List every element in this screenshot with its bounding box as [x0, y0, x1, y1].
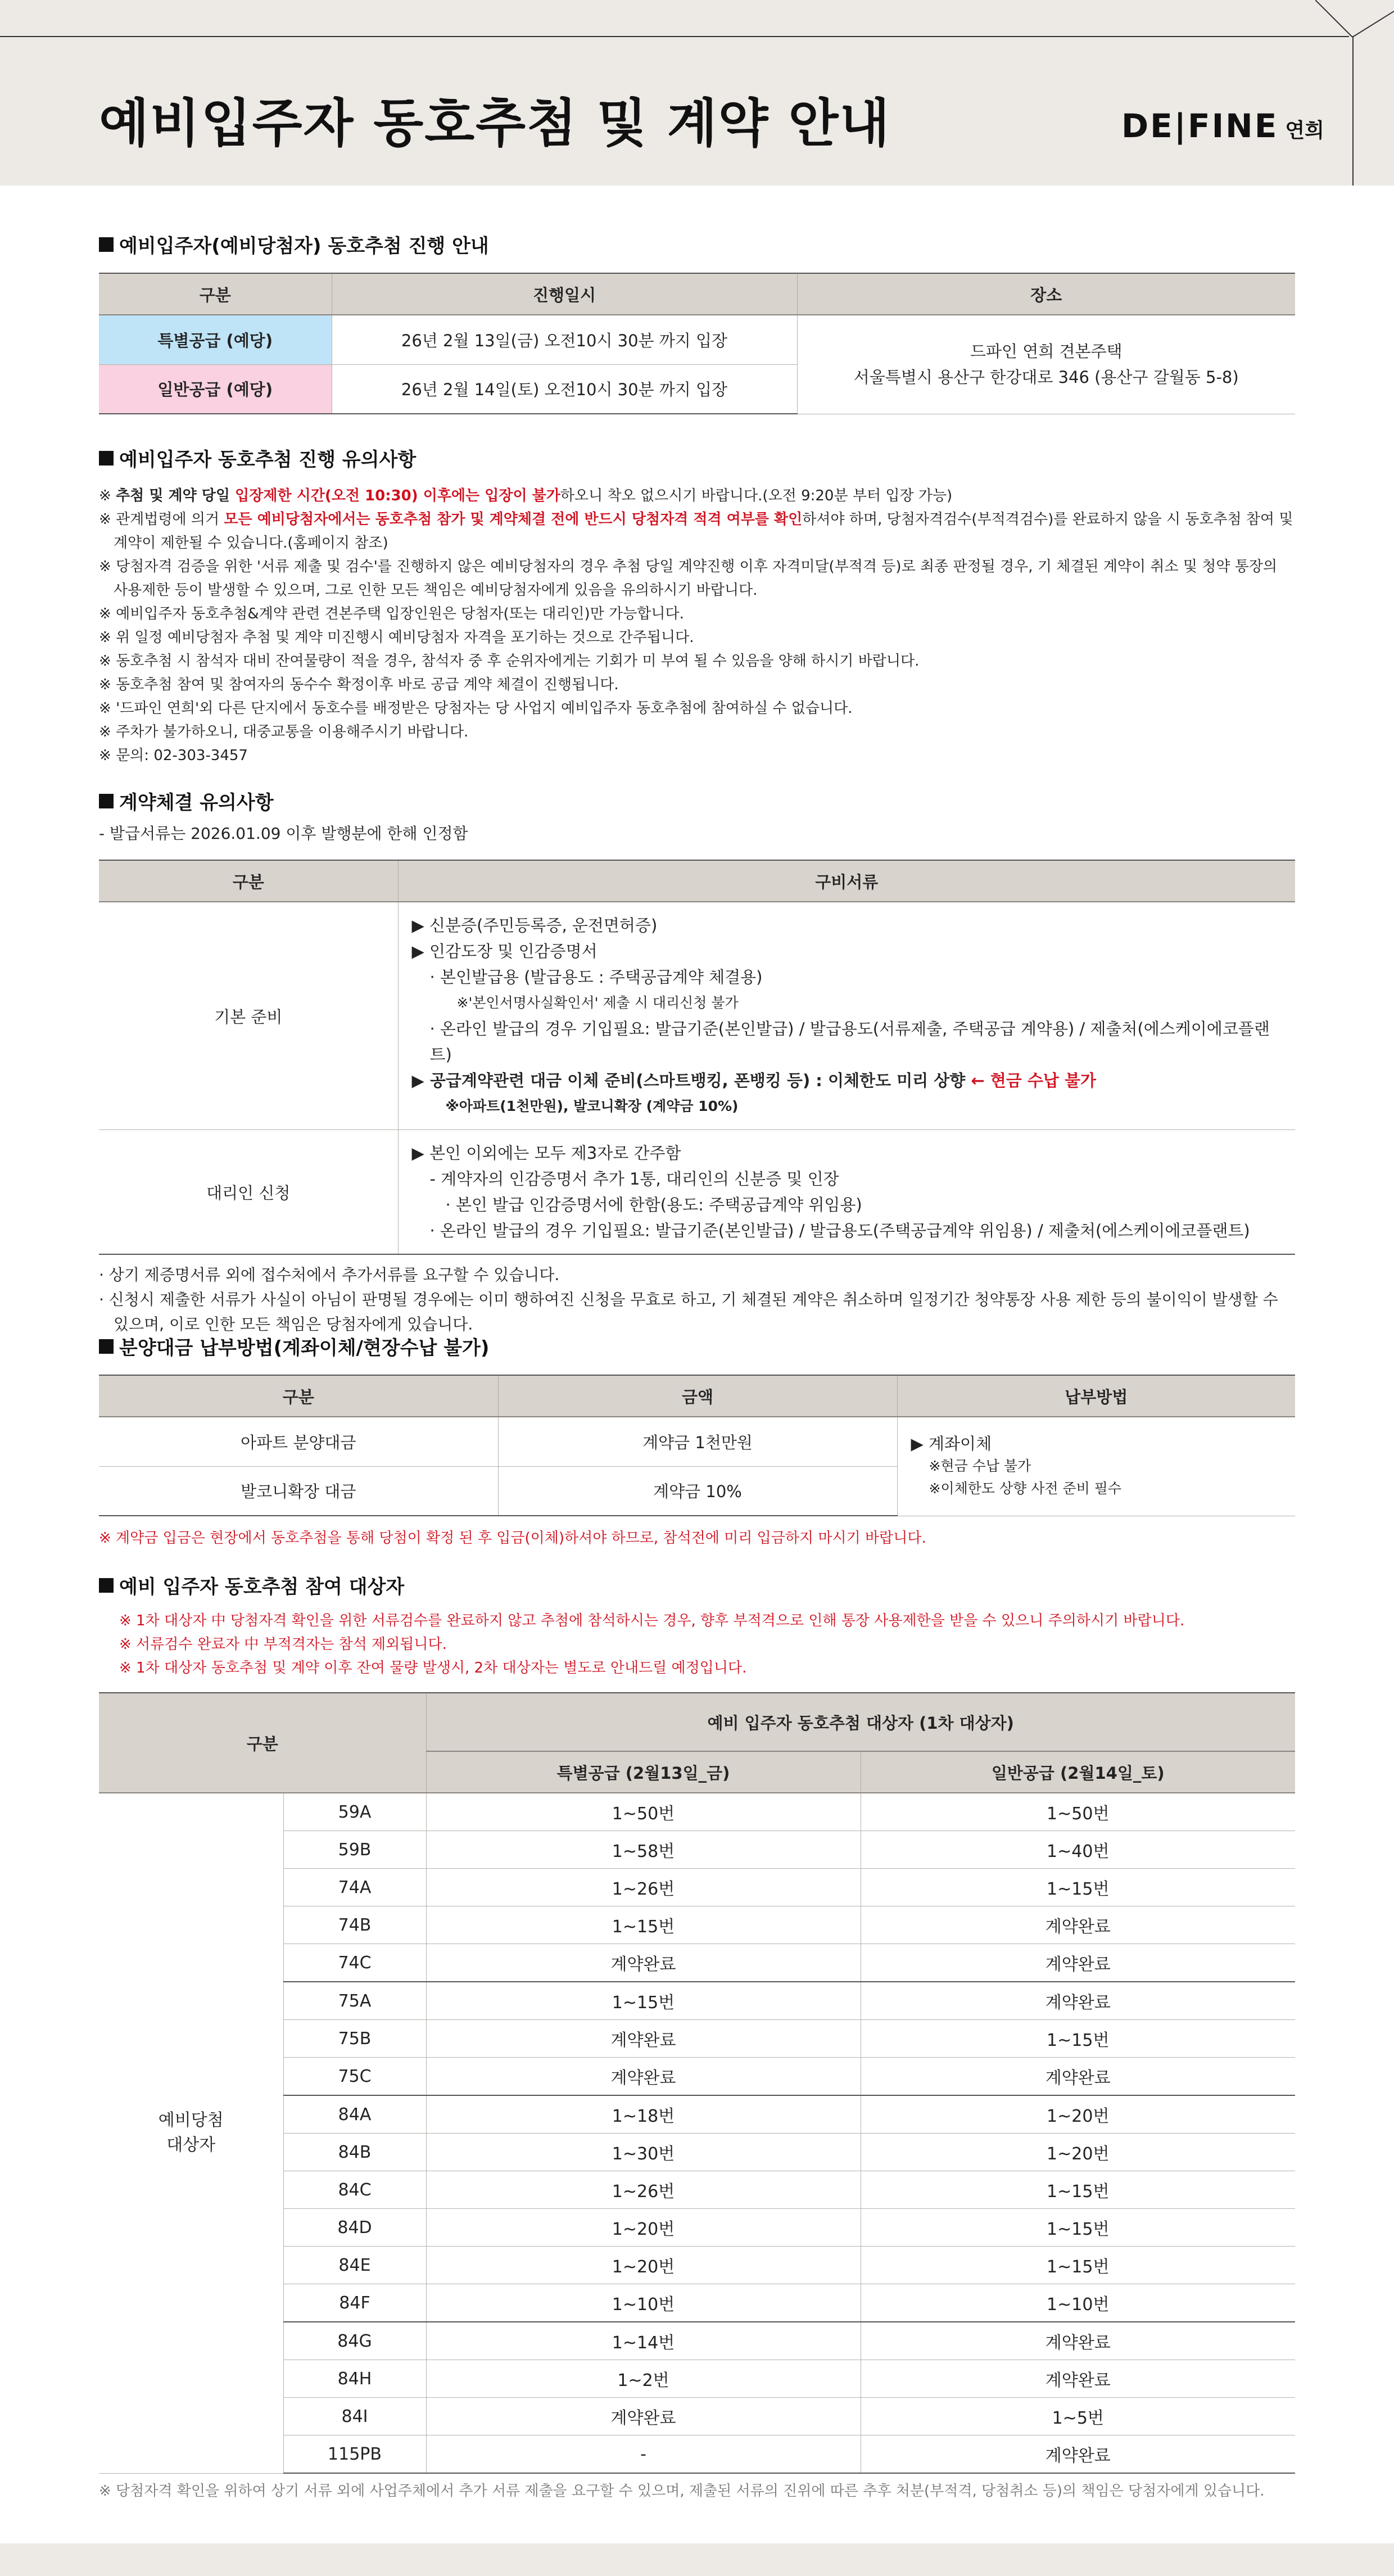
unit-type: 75B — [283, 2020, 426, 2058]
payment-section — [99, 1332, 1295, 1547]
unit-type: 84E — [283, 2247, 426, 2284]
special-supply-range: 1~15번 — [426, 1906, 861, 1944]
payment-section-title: 분양대금 납부방법(계좌이체/현장수납 불가) — [99, 1332, 1295, 1360]
list-item: ※ 1차 대상자 中 당첨자격 확인을 위한 서류검수를 완료하지 않고 추첨에 참석하시는 경우, 향후 부적격으로 인해 통장 사용제한을 받을 수 있으니 주의하시기 바랍니다. — [119, 1612, 1185, 1629]
unit-type: 59B — [283, 1831, 426, 1869]
special-supply-range: 1~26번 — [426, 1869, 861, 1906]
list-item: · 상기 제증명서류 외에 접수처에서 추가서류를 요구할 수 있습니다. — [99, 1266, 560, 1284]
unit-type: 75C — [283, 2058, 426, 2096]
special-supply-range: 계약완료 — [426, 2398, 861, 2435]
page-title: 예비입주자 동호추첨 및 계약 안내 — [99, 93, 891, 153]
unit-type: 84H — [283, 2360, 426, 2398]
schedule-table — [99, 273, 1295, 414]
list-item: ※ 당첨자격 검증을 위한 '서류 제출 및 검수'를 진행하지 않은 예비당첨자의 경우 추첨 당일 계약진행 이후 자격미달(부적격 등)로 최종 판정될 경우, 기 체결된 계약이 취소 및 청약 통장의 사용제한 등이 발생할 수 있으며, 그로 인한 모든 책임은 예비당첨자에게 있음을 유의하시기 바랍니다. — [99, 558, 1278, 599]
col-header: 특별공급 (2월13일_금) — [426, 1751, 861, 1793]
group-label: 예비당첨 대상자 — [99, 1793, 283, 2473]
unit-type: 84D — [283, 2209, 426, 2247]
header-vertical-line — [1352, 36, 1354, 186]
unit-type: 75A — [283, 1982, 426, 2020]
apartment-payment-label: 아파트 분양대금 — [99, 1417, 498, 1466]
special-supply-range: 1~20번 — [426, 2209, 861, 2247]
general-supply-range: 계약완료 — [861, 1982, 1295, 2020]
general-supply-range: 1~50번 — [861, 1793, 1295, 1831]
unit-type: 74A — [283, 1869, 426, 1906]
list-item: ※ 1차 대상자 동호추첨 및 계약 이후 잔여 물량 발생시, 2차 대상자는 별도로 안내드릴 예정입니다. — [119, 1660, 747, 1676]
documents-table — [99, 860, 1295, 1255]
list-item: ※ 서류검수 완료자 中 부적격자는 참석 제외됩니다. — [119, 1636, 447, 1653]
square-bullet-icon — [99, 1339, 114, 1354]
table-header-row — [99, 1693, 1295, 1751]
col-header: 구분 — [99, 1693, 426, 1793]
schedule-section — [99, 231, 1295, 414]
list-item: ※ 문의: 02-303-3457 — [99, 747, 248, 764]
footer-band — [0, 2543, 1394, 2576]
special-supply-range: 계약완료 — [426, 2020, 861, 2058]
general-supply-range: 1~20번 — [861, 2134, 1295, 2171]
contract-notes — [99, 1263, 1295, 1337]
unit-type: 84G — [283, 2322, 426, 2360]
special-supply-range: - — [426, 2435, 861, 2474]
list-item: ※ 예비입주자 동호추첨&계약 관련 견본주택 입장인원은 당첨자(또는 대리인)만 가능합니다. — [99, 605, 684, 622]
special-supply-range: 1~30번 — [426, 2134, 861, 2171]
special-supply-range: 1~15번 — [426, 1982, 861, 2020]
special-supply-range: 계약완료 — [426, 1944, 861, 1982]
unit-type: 115PB — [283, 2435, 426, 2474]
table-header-row — [99, 860, 1295, 902]
brand-name: DE|FINE — [1121, 107, 1279, 145]
header-band — [0, 0, 1394, 186]
brand-logo — [1121, 107, 1324, 145]
list-item: ※ '드파인 연희'외 다른 단지에서 동호수를 배정받은 당첨자는 당 사업지 예비입주자 동호추첨에 참여하실 수 없습니다. — [99, 700, 853, 717]
table-row — [99, 315, 1295, 364]
special-supply-range: 1~20번 — [426, 2247, 861, 2284]
general-supply-range: 1~10번 — [861, 2284, 1295, 2322]
balcony-payment-label: 발코니확장 대금 — [99, 1466, 498, 1516]
basic-prep-label: 기본 준비 — [99, 902, 398, 1130]
general-supply-range: 1~5번 — [861, 2398, 1295, 2435]
table-header-row — [99, 1375, 1295, 1417]
contract-section — [99, 787, 1295, 1337]
contract-section-title: 계약체결 유의사항 — [99, 787, 1295, 815]
allocation-warnings — [99, 1609, 1295, 1680]
basic-prep-docs: ▶ 신분증(주민등록증, 운전면허증) ▶ 인감도장 및 인감증명서 · 본인발급용 (발급용도 : 주택공급계약 체결용) ※'본인서명사실확인서' 제출 시 대리신청 불가 · 온라인 발급의 경우 기입필요: 발급기준(본인발급) / 발급용도(서류제출, 주택공급 계약용) / 제출처(에스케이에코플랜트) ▶ 공급계약관련 대금 이체 준비(스마트뱅킹, 폰뱅킹 등) : 이체한도 미리 상향 ← 현금 수납 불가 ※아파트(1천만원), 발코니확장 (계약금 10%) — [398, 902, 1295, 1130]
allocation-table — [99, 1692, 1295, 2474]
unit-type: 74C — [283, 1944, 426, 1982]
precautions-section — [99, 444, 1295, 767]
table-row — [99, 1130, 1295, 1255]
general-supply-range: 계약완료 — [861, 2435, 1295, 2474]
unit-type: 84I — [283, 2398, 426, 2435]
special-supply-range: 1~14번 — [426, 2322, 861, 2360]
col-header: 진행일시 — [332, 273, 797, 315]
venue-address: 서울특별시 용산구 한강대로 346 (용산구 갈월동 5-8) — [853, 368, 1239, 387]
allocation-body — [99, 1793, 1295, 2473]
col-header: 장소 — [797, 273, 1295, 315]
general-supply-datetime: 26년 2월 14일(토) 오전10시 30분 까지 입장 — [332, 364, 797, 414]
payment-note: ※ 계약금 입금은 현장에서 동호추첨을 통해 당첨이 확정 된 후 입금(이체)하셔야 하므로, 참석전에 미리 입금하지 마시기 바랍니다. — [99, 1530, 926, 1547]
list-item: ※ 추첨 및 계약 당일 입장제한 시간(오전 10:30) 이후에는 입장이 불가하오니 착오 없으시기 바랍니다.(오전 9:20분 부터 입장 가능) — [99, 487, 953, 504]
list-item: ※ 주차가 불가하오니, 대중교통을 이용해주시기 바랍니다. — [99, 724, 469, 740]
col-header: 구비서류 — [398, 860, 1295, 902]
general-supply-range: 1~40번 — [861, 1831, 1295, 1869]
venue-name: 드파인 연희 견본주택 — [970, 342, 1123, 361]
special-supply-range: 1~58번 — [426, 1831, 861, 1869]
general-supply-range: 계약완료 — [861, 2058, 1295, 2096]
special-supply-range: 1~10번 — [426, 2284, 861, 2322]
special-supply-range: 1~26번 — [426, 2171, 861, 2209]
square-bullet-icon — [99, 794, 114, 808]
precautions-list — [99, 484, 1295, 767]
general-supply-range: 1~15번 — [861, 2209, 1295, 2247]
venue-cell — [797, 315, 1295, 414]
square-bullet-icon — [99, 237, 114, 252]
footer-note: ※ 당첨자격 확인을 위하여 상기 서류 외에 사업주체에서 추가 서류 제출을 요구할 수 있으며, 제출된 서류의 진위에 따른 추후 처분(부적격, 당첨취소 등)의 책임은 당첨자에게 있습니다. — [99, 2483, 1265, 2500]
general-supply-range: 1~20번 — [861, 2095, 1295, 2134]
general-supply-range: 1~15번 — [861, 1869, 1295, 1906]
balcony-payment-amount: 계약금 10% — [498, 1466, 897, 1516]
special-supply-label: 특별공급 (예당) — [99, 315, 332, 364]
payment-table — [99, 1375, 1295, 1516]
unit-type: 84F — [283, 2284, 426, 2322]
corner-fold-icon — [1315, 0, 1394, 37]
allocation-section-title: 예비 입주자 동호추첨 참여 대상자 — [99, 1571, 1295, 1599]
special-supply-range: 1~50번 — [426, 1793, 861, 1831]
general-supply-range: 1~15번 — [861, 2171, 1295, 2209]
unit-type: 84A — [283, 2095, 426, 2134]
general-supply-range: 계약완료 — [861, 2360, 1295, 2398]
table-row — [99, 902, 1295, 1130]
proxy-docs: ▶ 본인 이외에는 모두 제3자로 간주함 - 계약자의 인감증명서 추가 1통, 대리인의 신분증 및 인장 · 본인 발급 인감증명서에 한함(용도: 주택공급계약 위임용) · 온라인 발급의 경우 기입필요: 발급기준(본인발급) / 발급용도(주택공급계약 위임용) / 제출처(에스케이에코플랜트) — [398, 1130, 1295, 1255]
schedule-section-title: 예비입주자(예비당첨자) 동호추첨 진행 안내 — [99, 231, 1295, 258]
unit-type: 84C — [283, 2171, 426, 2209]
precautions-section-title: 예비입주자 동호추첨 진행 유의사항 — [99, 444, 1295, 472]
proxy-label: 대리인 신청 — [99, 1130, 398, 1255]
general-supply-range: 계약완료 — [861, 1944, 1295, 1982]
list-item: · 신청시 제출한 서류가 사실이 아님이 판명될 경우에는 이미 행하여진 신청을 무효로 하고, 기 체결된 계약은 취소하며 일정기간 청약통장 사용 제한 등의 불이익이 발생할 수 있으며, 이로 인한 모든 책임은 당첨자에게 있습니다. — [99, 1290, 1278, 1334]
unit-type: 59A — [283, 1793, 426, 1831]
special-supply-range: 계약완료 — [426, 2058, 861, 2096]
list-item: ※ 동호추첨 시 참석자 대비 잔여물량이 적을 경우, 참석자 중 후 순위자에게는 기회가 미 부여 될 수 있음을 양해 하시기 바랍니다. — [99, 653, 920, 670]
col-header: 예비 입주자 동호추첨 대상자 (1차 대상자) — [426, 1693, 1295, 1751]
special-supply-range: 1~2번 — [426, 2360, 861, 2398]
general-supply-range: 계약완료 — [861, 2322, 1295, 2360]
allocation-section — [99, 1571, 1295, 2474]
list-item: ※ 동호추첨 참여 및 참여자의 동수수 확정이후 바로 공급 계약 체결이 진행됩니다. — [99, 676, 619, 693]
header-top-line — [0, 36, 1349, 37]
table-header-row — [99, 273, 1295, 315]
general-supply-range: 1~15번 — [861, 2020, 1295, 2058]
col-header: 구분 — [99, 1375, 498, 1417]
square-bullet-icon — [99, 451, 114, 466]
special-supply-datetime: 26년 2월 13일(금) 오전10시 30분 까지 입장 — [332, 315, 797, 364]
general-supply-label: 일반공급 (예당) — [99, 364, 332, 414]
special-supply-range: 1~18번 — [426, 2095, 861, 2134]
list-item: ※ 관계법령에 의거 모든 예비당첨자에서는 동호추첨 참가 및 계약체결 전에 반드시 당첨자격 적격 여부를 확인하셔야 하며, 당첨자격검수(부적격검수)를 완료하지 않을 시 동호추첨 참여 및 계약이 제한될 수 있습니다.(홈페이지 참조) — [99, 511, 1293, 552]
unit-type: 84B — [283, 2134, 426, 2171]
general-supply-range: 계약완료 — [861, 1906, 1295, 1944]
col-header: 금액 — [498, 1375, 897, 1417]
col-header: 구분 — [99, 273, 332, 315]
table-row — [99, 1417, 1295, 1466]
payment-method-cell: ▶ 계좌이체 ※현금 수납 불가 ※이체한도 상향 사전 준비 필수 — [897, 1417, 1295, 1516]
col-header: 구분 — [99, 860, 398, 902]
unit-type: 74B — [283, 1906, 426, 1944]
general-supply-range: 1~15번 — [861, 2247, 1295, 2284]
col-header: 일반공급 (2월14일_토) — [861, 1751, 1295, 1793]
apartment-payment-amount: 계약금 1천만원 — [498, 1417, 897, 1466]
brand-sub: 연희 — [1285, 119, 1324, 142]
table-row — [99, 1793, 1295, 1831]
square-bullet-icon — [99, 1578, 114, 1593]
list-item: ※ 위 일정 예비당첨자 추첨 및 계약 미진행시 예비당첨자 자격을 포기하는 것으로 간주됩니다. — [99, 629, 694, 646]
col-header: 납부방법 — [897, 1375, 1295, 1417]
contract-subtitle: - 발급서류는 2026.01.09 이후 발행분에 한해 인정함 — [99, 824, 468, 843]
